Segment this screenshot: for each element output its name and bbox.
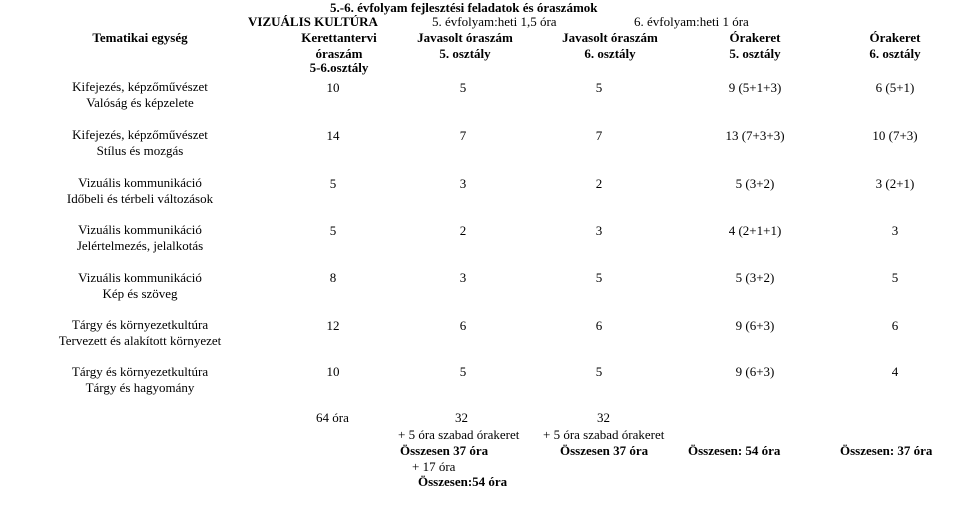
row-framework-hours: 12 <box>326 318 340 333</box>
row-framework-hours: 10 <box>326 80 340 95</box>
header-rec6-line1: Javasolt óraszám <box>562 30 658 45</box>
row-topic-line1: Tárgy és környezetkultúra <box>71 317 209 332</box>
row-framework-hours: 5 <box>329 223 337 238</box>
grand-total: Összesen:54 óra <box>418 474 508 489</box>
header-rec5-line2: 5. osztály <box>439 46 491 61</box>
row-frame6-hours: 3 <box>891 223 899 238</box>
row-topic-line2: Kép és szöveg <box>102 286 178 301</box>
row-framework-hours: 8 <box>329 270 337 285</box>
total-rec6-hours: 32 <box>597 410 610 425</box>
total-frame5-sum: Összesen: 54 óra <box>688 443 781 458</box>
row-frame6-hours: 10 (7+3) <box>872 128 918 143</box>
row-frame6-hours: 4 <box>891 364 899 379</box>
row-rec6-hours: 5 <box>595 80 603 95</box>
rec6-free-hours: + 5 óra szabad órakeret <box>543 427 665 442</box>
row-frame5-hours: 4 (2+1+1) <box>728 223 782 238</box>
extra-hours: + 17 óra <box>412 459 456 474</box>
row-framework-hours: 5 <box>329 176 337 191</box>
row-rec6-hours: 2 <box>595 176 603 191</box>
row-topic-line1: Kifejezés, képzőművészet <box>72 127 208 142</box>
rec5-free-hours: + 5 óra szabad órakeret <box>398 427 520 442</box>
row-rec5-hours: 3 <box>459 176 467 191</box>
header-rec6-line2: 6. osztály <box>584 46 636 61</box>
row-frame6-hours: 6 (5+1) <box>875 80 915 95</box>
row-rec6-hours: 3 <box>595 223 603 238</box>
row-rec6-hours: 5 <box>595 270 603 285</box>
row-rec5-hours: 5 <box>459 80 467 95</box>
row-rec6-hours: 7 <box>595 128 603 143</box>
header-frame5-line1: Órakeret <box>729 30 781 45</box>
row-frame5-hours: 5 (3+2) <box>735 270 775 285</box>
row-framework-hours: 10 <box>326 364 340 379</box>
header-topic: Tematikai egység <box>92 30 188 45</box>
total-framework-hours: 64 óra <box>316 410 349 425</box>
row-frame6-hours: 3 (2+1) <box>875 176 915 191</box>
row-topic-line1: Vizuális kommunikáció <box>78 222 202 237</box>
total-frame6-sum: Összesen: 37 óra <box>840 443 933 458</box>
row-frame5-hours: 9 (6+3) <box>735 318 775 333</box>
header-frame6-line2: 6. osztály <box>869 46 921 61</box>
row-topic-line2: Időbeli és térbeli változások <box>66 191 214 206</box>
total-rec5-sum: Összesen 37 óra <box>400 443 489 458</box>
grade6-weekly-hours: 6. évfolyam:heti 1 óra <box>634 14 749 29</box>
header-framework-line1: Kerettantervi <box>301 30 377 45</box>
row-topic-line1: Kifejezés, képzőművészet <box>72 79 208 94</box>
row-frame5-hours: 9 (6+3) <box>735 364 775 379</box>
row-rec5-hours: 6 <box>459 318 467 333</box>
grade5-weekly-hours: 5. évfolyam:heti 1,5 óra <box>432 14 557 29</box>
row-frame5-hours: 5 (3+2) <box>735 176 775 191</box>
row-topic-line2: Tárgy és hagyomány <box>85 380 195 395</box>
row-frame6-hours: 6 <box>891 318 899 333</box>
header-frame5-line2: 5. osztály <box>729 46 781 61</box>
row-frame5-hours: 13 (7+3+3) <box>725 128 785 143</box>
row-rec6-hours: 6 <box>595 318 603 333</box>
header-frame6-line1: Órakeret <box>869 30 921 45</box>
total-rec6-sum: Összesen 37 óra <box>560 443 649 458</box>
row-frame5-hours: 9 (5+1+3) <box>728 80 782 95</box>
row-rec5-hours: 3 <box>459 270 467 285</box>
row-frame6-hours: 5 <box>891 270 899 285</box>
header-framework-line3: 5-6.osztály <box>309 60 369 75</box>
document-title: 5.-6. évfolyam fejlesztési feladatok és óraszámok <box>330 0 598 15</box>
row-topic-line2: Valóság és képzelete <box>86 95 194 110</box>
row-rec5-hours: 2 <box>459 223 467 238</box>
total-rec5-hours: 32 <box>455 410 468 425</box>
row-topic-line2: Tervezett és alakított környezet <box>58 333 222 348</box>
row-topic-line2: Jelértelmezés, jelalkotás <box>76 238 204 253</box>
subject-title: VIZUÁLIS KULTÚRA <box>248 14 378 29</box>
row-topic-line1: Vizuális kommunikáció <box>78 270 202 285</box>
row-topic-line1: Vizuális kommunikáció <box>78 175 202 190</box>
row-rec5-hours: 5 <box>459 364 467 379</box>
row-rec6-hours: 5 <box>595 364 603 379</box>
header-rec5-line1: Javasolt óraszám <box>417 30 513 45</box>
row-topic-line1: Tárgy és környezetkultúra <box>71 364 209 379</box>
header-framework-line2: óraszám <box>315 46 363 61</box>
row-topic-line2: Stílus és mozgás <box>96 143 184 158</box>
row-rec5-hours: 7 <box>459 128 467 143</box>
row-framework-hours: 14 <box>326 128 340 143</box>
